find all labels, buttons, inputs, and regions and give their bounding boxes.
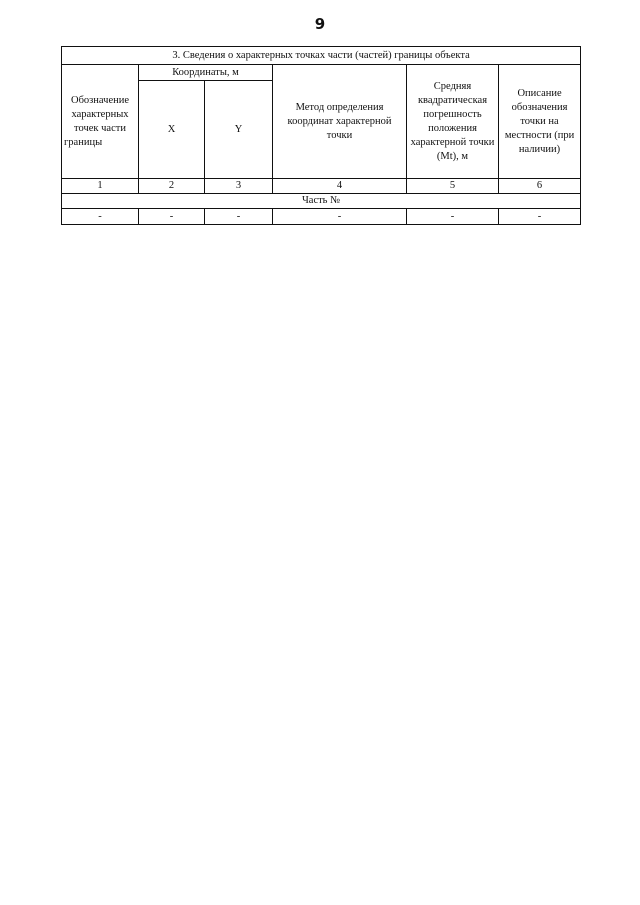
page-number: 9 — [314, 15, 326, 33]
part-row — [62, 194, 581, 209]
table-cell: - — [205, 209, 273, 225]
column-number: 1 — [62, 179, 139, 194]
table-cell: - — [62, 209, 139, 225]
column-number: 5 — [407, 179, 499, 194]
column-number: 6 — [499, 179, 581, 194]
header-x: X — [139, 81, 205, 179]
table-row — [62, 209, 581, 225]
table-cell: - — [139, 209, 205, 225]
table-title: 3. Сведения о характерных точках части (частей) границы объекта — [62, 47, 581, 65]
column-numbers-row — [62, 179, 581, 194]
column-number: 2 — [139, 179, 205, 194]
characteristic-points-table — [61, 46, 581, 225]
header-description: Описание обозначения точки на местности (при наличии) — [499, 65, 581, 179]
header-coordinates: Координаты, м — [139, 65, 273, 81]
header-y: Y — [205, 81, 273, 179]
header-error: Средняя квадратическая погрешность положения характерной точки (Mt), м — [407, 65, 499, 179]
header-method: Метод определения координат характерной точки — [273, 65, 407, 179]
column-number: 4 — [273, 179, 407, 194]
table-cell: - — [273, 209, 407, 225]
column-number: 3 — [205, 179, 273, 194]
header-designation: Обозначение характерных точек части границы — [62, 65, 139, 179]
header-row-1 — [62, 65, 581, 81]
table-cell: - — [407, 209, 499, 225]
part-label: Часть № — [62, 194, 581, 209]
table-title-row — [62, 47, 581, 65]
table-cell: - — [499, 209, 581, 225]
